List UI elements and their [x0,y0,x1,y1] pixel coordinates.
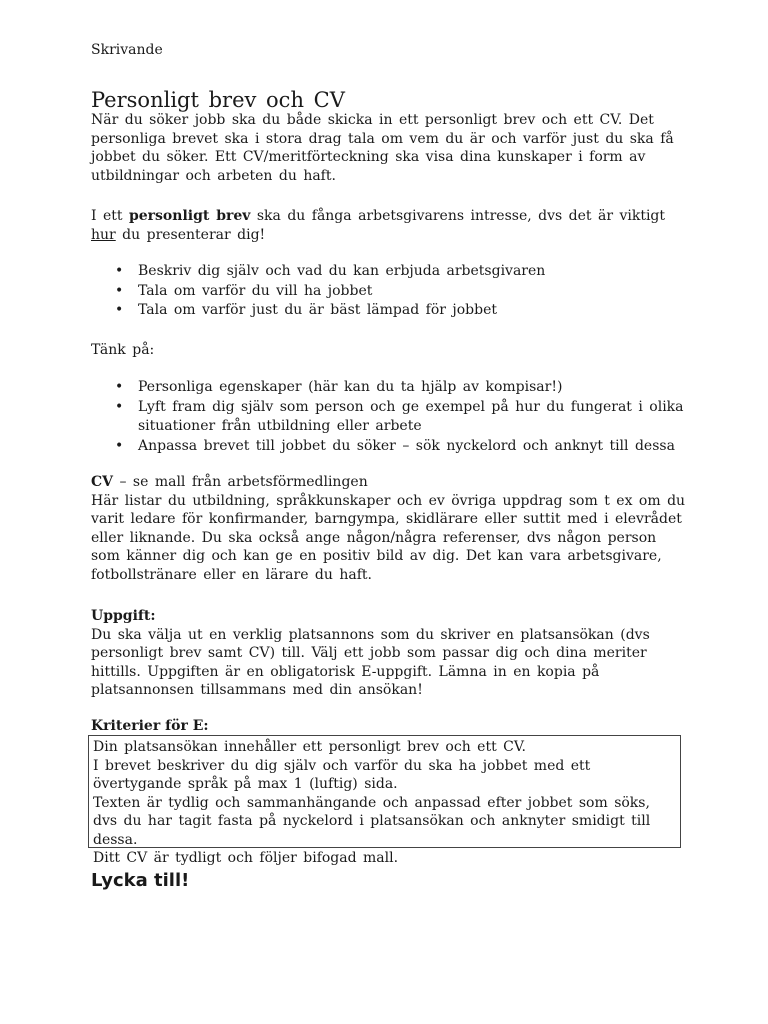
cv-heading-rest: – se mall från arbetsförmedlingen [113,474,368,490]
list-item: • Anpassa brevet till jobbet du söker – sök nyckelord och anknyt till dessa [91,437,691,457]
list-item: • Lyft fram dig själv som person och ge exempel på hur du fungerat i olika situationer från utbildning eller arbete [91,398,691,437]
list-item: • Tala om varför du vill ha jobbet [91,282,691,302]
letter-underline-term: hur [91,226,116,243]
cv-section [91,473,691,584]
list-item: • Beskriv dig själv och vad du kan erbjuda arbetsgivaren [91,262,691,282]
task-heading-text: Uppgift: [91,608,156,624]
page-title: Personligt brev och CV [91,88,345,112]
criteria-heading: Kriterier för E: [91,718,209,734]
letter-pre: I ett [91,208,129,224]
criteria-box [88,735,681,866]
list-item: • Tala om varför just du är bäst lämpad för jobbet [91,301,691,321]
think-points-list [91,378,691,456]
criteria-line: Texten är tydlig och sammanhängande och anpassad efter jobbet som söks, dvs du har tagit fasta på nyckelord i platsansökan och anknyter smidigt till dessa. [93,794,651,848]
think-label: Tänk på: [91,342,155,358]
task-heading [91,607,691,626]
list-item: • Personliga egenskaper (här kan du ta hjälp av kompisar!) [91,378,691,398]
criteria-line: Ditt CV är tydligt och följer bifogad mall. [93,850,399,866]
cv-body: Här listar du utbildning, språkkunskaper och ev övriga uppdrag som t ex om du varit ledare för konfirmander, barngympa, skidlärare eller suttit med i elevrådet eller liknande. Du ska också ange någon/några referenser, dvs någon person som känner dig och kan ge en positiv bild av dig. Det kan vara arbetsgivare, fotbollstränare eller en lärare du haft. [91,492,686,583]
closing-text: Lycka till! [91,870,190,891]
cv-label: CV [91,474,114,490]
criteria-line: I brevet beskriver du dig själv och varför du ska ha jobbet med ett övertygande språk på max 1 (luftig) sida. [93,757,591,792]
header-label: Skrivande [91,42,163,58]
cv-heading [91,473,691,492]
intro-paragraph: När du söker jobb ska du både skicka in ett personligt brev och ett CV. Det personliga brevet ska i stora drag tala om vem du är och varför just du ska få jobbet du söker. Ett CV/meritförteckning ska visa dina kunskaper i form av utbildningar och arbeten du haft. [91,112,674,184]
letter-paragraph [91,207,691,244]
letter-post: du presenterar dig! [115,226,266,243]
task-section [91,607,691,700]
letter-points-list [91,262,691,321]
letter-mid: ska du fånga arbetsgivarens intresse, dvs det är viktigt [250,208,666,224]
task-body: Du ska välja ut en verklig platsannons som du skriver en platsansökan (dvs personligt brev samt CV) till. Välj ett jobb som passar dig och dina meriter hittills. Uppgiften är en obligatorisk E-uppgift. Lämna in en kopia på platsannonsen tillsammans med din ansökan! [91,626,650,698]
criteria-line: Din platsansökan innehåller ett personligt brev och ett CV. [93,739,526,755]
letter-bold-term: personligt brev [128,208,251,224]
